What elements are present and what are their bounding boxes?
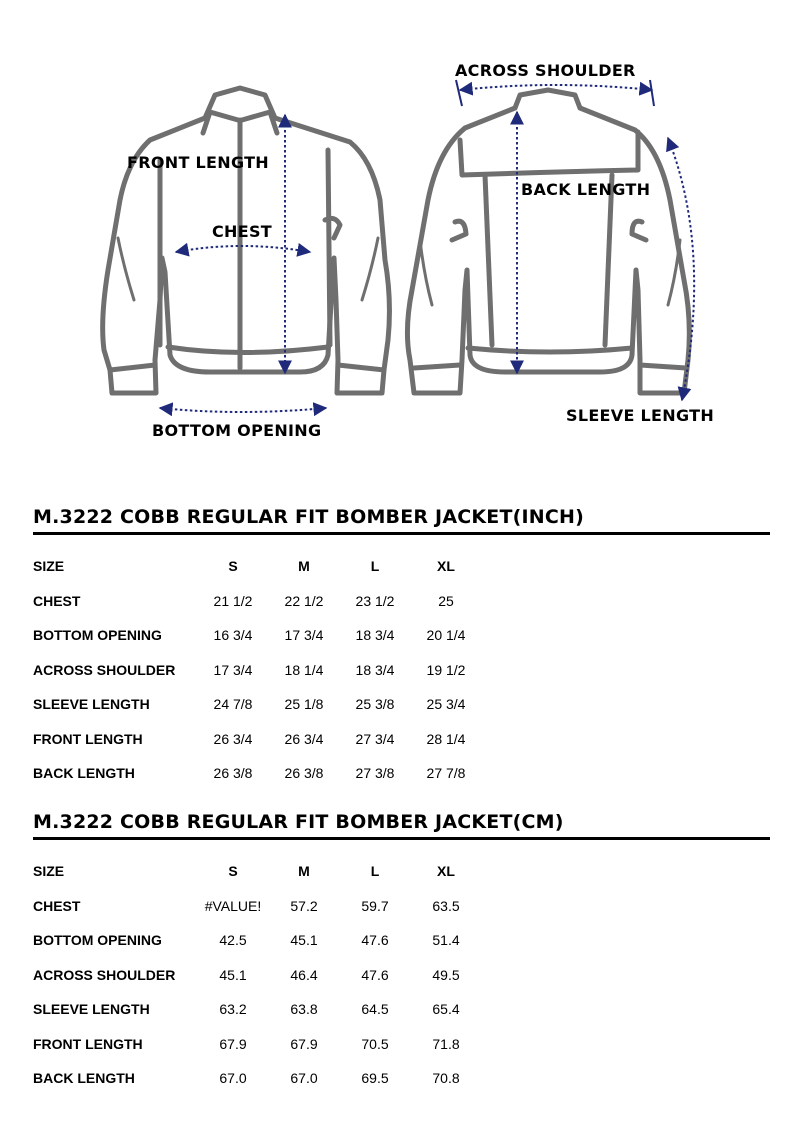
cell-m: 18 1/4 bbox=[284, 662, 324, 678]
cell-s: 42.5 bbox=[219, 932, 247, 948]
cm-table-divider bbox=[33, 837, 770, 840]
cell-xl: 63.5 bbox=[432, 898, 460, 914]
row-label: SLEEVE LENGTH bbox=[33, 1001, 150, 1017]
row-label: BOTTOM OPENING bbox=[33, 627, 162, 643]
cell-l: 69.5 bbox=[361, 1070, 389, 1086]
cell-l: 59.7 bbox=[361, 898, 389, 914]
table-row bbox=[33, 1001, 633, 1021]
cell-m: 17 3/4 bbox=[284, 627, 324, 643]
inch-table-title: M.3222 COBB REGULAR FIT BOMBER JACKET(INCH) bbox=[33, 506, 585, 528]
cell-m: 25 1/8 bbox=[284, 696, 324, 712]
cell-xl: 25 bbox=[438, 593, 454, 609]
cell-m: 26 3/4 bbox=[284, 731, 324, 747]
cell-xl: 28 1/4 bbox=[426, 731, 466, 747]
size-m-header: M bbox=[298, 558, 310, 574]
cell-s: 63.2 bbox=[219, 1001, 247, 1017]
cell-xl: 71.8 bbox=[432, 1036, 460, 1052]
back-length-label: BACK LENGTH bbox=[521, 180, 651, 199]
cell-l: 18 3/4 bbox=[355, 627, 395, 643]
cell-m: 63.8 bbox=[290, 1001, 318, 1017]
size-s-header: S bbox=[228, 863, 238, 879]
cell-l: 23 1/2 bbox=[355, 593, 395, 609]
table-row bbox=[33, 662, 633, 682]
size-header: SIZE bbox=[33, 558, 65, 574]
size-s-header: S bbox=[228, 558, 238, 574]
across-shoulder-label: ACROSS SHOULDER bbox=[455, 61, 636, 80]
row-label: BACK LENGTH bbox=[33, 1070, 135, 1086]
cell-xl: 20 1/4 bbox=[426, 627, 466, 643]
chest-arrow bbox=[176, 246, 310, 252]
cm-table-header-row bbox=[33, 863, 633, 883]
row-label: ACROSS SHOULDER bbox=[33, 967, 176, 983]
table-row bbox=[33, 932, 633, 952]
inch-table-divider bbox=[33, 532, 770, 535]
table-row bbox=[33, 898, 633, 918]
cell-s: 24 7/8 bbox=[213, 696, 253, 712]
row-label: ACROSS SHOULDER bbox=[33, 662, 176, 678]
row-label: BACK LENGTH bbox=[33, 765, 135, 781]
cell-l: 47.6 bbox=[361, 967, 389, 983]
measurement-diagram bbox=[0, 0, 801, 470]
bottom-opening-arrow bbox=[160, 408, 326, 412]
table-row bbox=[33, 696, 633, 716]
cell-l: 18 3/4 bbox=[355, 662, 395, 678]
jacket-illustration bbox=[0, 0, 801, 470]
cell-m: 67.0 bbox=[290, 1070, 318, 1086]
cell-m: 67.9 bbox=[290, 1036, 318, 1052]
table-row bbox=[33, 593, 633, 613]
cell-xl: 70.8 bbox=[432, 1070, 460, 1086]
back-jacket-drawing bbox=[407, 90, 689, 393]
cell-s: 17 3/4 bbox=[213, 662, 253, 678]
cell-s: 67.0 bbox=[219, 1070, 247, 1086]
cell-s: 26 3/8 bbox=[213, 765, 253, 781]
table-row bbox=[33, 967, 633, 987]
cell-l: 47.6 bbox=[361, 932, 389, 948]
table-row bbox=[33, 1036, 633, 1056]
row-label: CHEST bbox=[33, 593, 81, 609]
cell-s: #VALUE! bbox=[204, 898, 262, 914]
cell-xl: 65.4 bbox=[432, 1001, 460, 1017]
cell-xl: 27 7/8 bbox=[426, 765, 466, 781]
table-row bbox=[33, 1070, 633, 1090]
row-label: FRONT LENGTH bbox=[33, 1036, 143, 1052]
size-m-header: M bbox=[298, 863, 310, 879]
cell-l: 70.5 bbox=[361, 1036, 389, 1052]
cell-s: 45.1 bbox=[219, 967, 247, 983]
cell-xl: 51.4 bbox=[432, 932, 460, 948]
cell-xl: 19 1/2 bbox=[426, 662, 466, 678]
cell-l: 25 3/8 bbox=[355, 696, 395, 712]
row-label: FRONT LENGTH bbox=[33, 731, 143, 747]
row-label: SLEEVE LENGTH bbox=[33, 696, 150, 712]
table-row bbox=[33, 627, 633, 647]
front-length-label: FRONT LENGTH bbox=[127, 153, 269, 172]
cell-l: 64.5 bbox=[361, 1001, 389, 1017]
inch-table-header-row bbox=[33, 558, 633, 578]
row-label: BOTTOM OPENING bbox=[33, 932, 162, 948]
cell-s: 26 3/4 bbox=[213, 731, 253, 747]
cell-l: 27 3/8 bbox=[355, 765, 395, 781]
size-l-header: L bbox=[370, 863, 380, 879]
size-xl-header: XL bbox=[437, 863, 455, 879]
cm-table-title: M.3222 COBB REGULAR FIT BOMBER JACKET(CM) bbox=[33, 811, 564, 833]
cell-m: 22 1/2 bbox=[284, 593, 324, 609]
bottom-opening-label: BOTTOM OPENING bbox=[152, 421, 322, 440]
cell-xl: 49.5 bbox=[432, 967, 460, 983]
cell-s: 67.9 bbox=[219, 1036, 247, 1052]
cell-m: 57.2 bbox=[290, 898, 318, 914]
cell-xl: 25 3/4 bbox=[426, 696, 466, 712]
cell-s: 16 3/4 bbox=[213, 627, 253, 643]
table-row bbox=[33, 731, 633, 751]
chest-label: CHEST bbox=[212, 222, 272, 241]
cell-m: 46.4 bbox=[290, 967, 318, 983]
cell-s: 21 1/2 bbox=[213, 593, 253, 609]
cell-l: 27 3/4 bbox=[355, 731, 395, 747]
row-label: CHEST bbox=[33, 898, 81, 914]
sleeve-length-label: SLEEVE LENGTH bbox=[566, 406, 715, 425]
cell-m: 26 3/8 bbox=[284, 765, 324, 781]
table-row bbox=[33, 765, 633, 785]
size-xl-header: XL bbox=[437, 558, 455, 574]
cell-m: 45.1 bbox=[290, 932, 318, 948]
size-l-header: L bbox=[370, 558, 380, 574]
size-header: SIZE bbox=[33, 863, 65, 879]
